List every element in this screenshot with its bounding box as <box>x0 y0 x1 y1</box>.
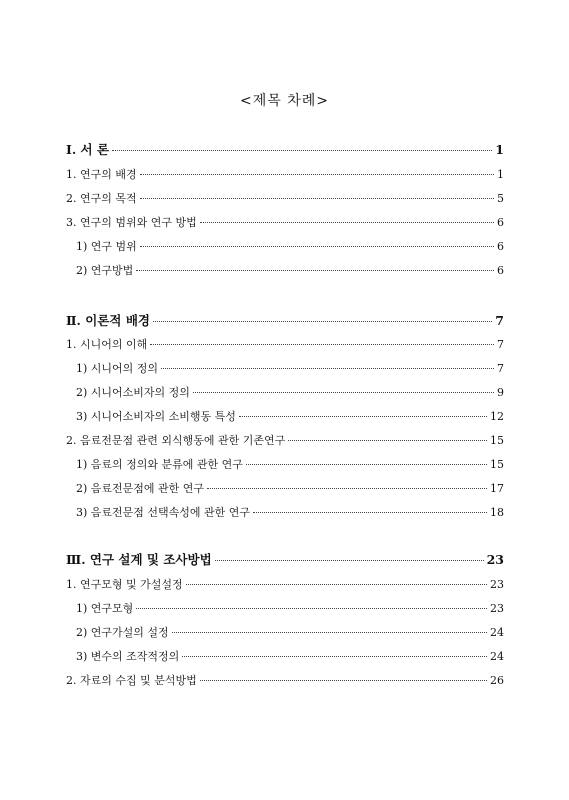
dot-leader <box>140 198 494 199</box>
toc-entry-page-number: 6 <box>497 216 504 229</box>
toc-entry-label: 3) 변수의 조작적정의 <box>76 650 180 663</box>
toc-entry-label: 1) 연구 범위 <box>76 240 137 253</box>
toc-entry-label: 3. 연구의 범위와 연구 방법 <box>66 216 197 229</box>
toc-entry-page-number: 6 <box>497 240 504 253</box>
toc-entry-label: Ⅲ. 연구 설계 및 조사방법 <box>66 552 212 567</box>
toc-entry-s3-1-2[interactable] <box>76 624 504 642</box>
dot-leader <box>193 392 494 393</box>
toc-entry-s2-2-2[interactable] <box>76 480 504 498</box>
toc-entry-s2-2[interactable] <box>66 432 504 450</box>
toc-entry-label: 1. 시니어의 이해 <box>66 338 148 351</box>
toc-entry-page-number: 23 <box>486 552 504 567</box>
dot-leader <box>207 488 487 489</box>
dot-leader <box>153 321 492 322</box>
toc-entry-label: 2. 자료의 수집 및 분석방법 <box>66 674 197 687</box>
toc-entry-label: 2) 연구가설의 설정 <box>76 626 169 639</box>
toc-entry-label: Ⅱ. 이론적 배경 <box>66 313 150 328</box>
toc-entry-s3-1[interactable] <box>66 576 504 594</box>
toc-entry-s2-2-1[interactable] <box>76 456 504 474</box>
toc-entry-page-number: 26 <box>490 674 504 687</box>
toc-entry-page-number: 7 <box>497 362 504 375</box>
toc-entry-page-number: 7 <box>495 313 504 328</box>
toc-entry-label: 3) 음료전문점 선택속성에 관한 연구 <box>76 506 251 519</box>
toc-entry-page-number: 23 <box>490 602 504 615</box>
toc-entry-s1-3-1[interactable] <box>76 238 504 256</box>
page-title: <제목 차례> <box>239 93 329 109</box>
dot-leader <box>172 632 487 633</box>
dot-leader <box>112 150 492 151</box>
toc-entry-page-number: 9 <box>497 386 504 399</box>
toc-entry-s2-2-3[interactable] <box>76 504 504 522</box>
toc-entry-s1-3[interactable] <box>66 214 504 232</box>
toc-entry-label: Ⅰ. 서 론 <box>66 142 110 157</box>
toc-entry-page-number: 15 <box>490 458 504 471</box>
dot-leader <box>140 174 494 175</box>
toc-entry-label: 1) 연구모형 <box>76 602 134 615</box>
dot-leader <box>136 608 487 609</box>
toc-entry-s2-1-2[interactable] <box>76 384 504 402</box>
toc-entry-s1-1[interactable] <box>66 166 504 184</box>
dot-leader <box>200 222 494 223</box>
dot-leader <box>253 512 487 513</box>
toc-entry-s3-1-3[interactable] <box>76 648 504 666</box>
toc-entry-label: 1) 시니어의 정의 <box>76 362 159 375</box>
toc-entry-page-number: 12 <box>490 410 504 423</box>
toc-entry-s3-1-1[interactable] <box>76 600 504 618</box>
dot-leader <box>215 560 484 561</box>
toc-entry-s1-2[interactable] <box>66 190 504 208</box>
dot-leader <box>150 344 494 345</box>
toc-entry-s2-1-1[interactable] <box>76 360 504 378</box>
dot-leader <box>239 416 487 417</box>
dot-leader <box>288 440 487 441</box>
dot-leader <box>136 270 494 271</box>
dot-leader <box>140 246 494 247</box>
toc-entry-page-number: 1 <box>497 168 504 181</box>
toc-entry-label: 2) 연구방법 <box>76 264 134 277</box>
toc-entry-page-number: 24 <box>490 650 504 663</box>
toc-entry-label: 1. 연구모형 및 가설설정 <box>66 578 183 591</box>
toc-entry-page-number: 17 <box>490 482 504 495</box>
toc-entry-label: 1. 연구의 배경 <box>66 168 137 181</box>
dot-leader <box>200 680 487 681</box>
dot-leader <box>161 368 494 369</box>
toc-entry-label: 2. 음료전문점 관련 외식행동에 관한 기존연구 <box>66 434 286 447</box>
toc-entry-s2-1[interactable] <box>66 336 504 354</box>
toc-entry-page-number: 7 <box>497 338 504 351</box>
toc-entry-label: 2) 음료전문점에 관한 연구 <box>76 482 205 495</box>
toc-entry-label: 2. 연구의 목적 <box>66 192 137 205</box>
toc-entry-page-number: 1 <box>495 142 504 157</box>
toc-entry-label: 1) 음료의 정의와 분류에 관한 연구 <box>76 458 243 471</box>
toc-entry-s2-1-3[interactable] <box>76 408 504 426</box>
toc-entry-c2[interactable] <box>66 311 504 329</box>
toc-entry-s3-2[interactable] <box>66 672 504 690</box>
toc-entry-page-number: 24 <box>490 626 504 639</box>
toc-entry-c1[interactable] <box>66 140 504 158</box>
toc-entry-page-number: 18 <box>490 506 504 519</box>
dot-leader <box>186 584 487 585</box>
toc-entry-label: 2) 시니어소비자의 정의 <box>76 386 190 399</box>
toc-entry-s1-3-2[interactable] <box>76 262 504 280</box>
toc-entry-c3[interactable] <box>66 550 504 568</box>
toc-entry-page-number: 6 <box>497 264 504 277</box>
toc-entry-label: 3) 시니어소비자의 소비행동 특성 <box>76 410 236 423</box>
toc-entry-page-number: 5 <box>497 192 504 205</box>
toc-entry-page-number: 15 <box>490 434 504 447</box>
dot-leader <box>182 656 487 657</box>
toc-entry-page-number: 23 <box>490 578 504 591</box>
dot-leader <box>246 464 487 465</box>
